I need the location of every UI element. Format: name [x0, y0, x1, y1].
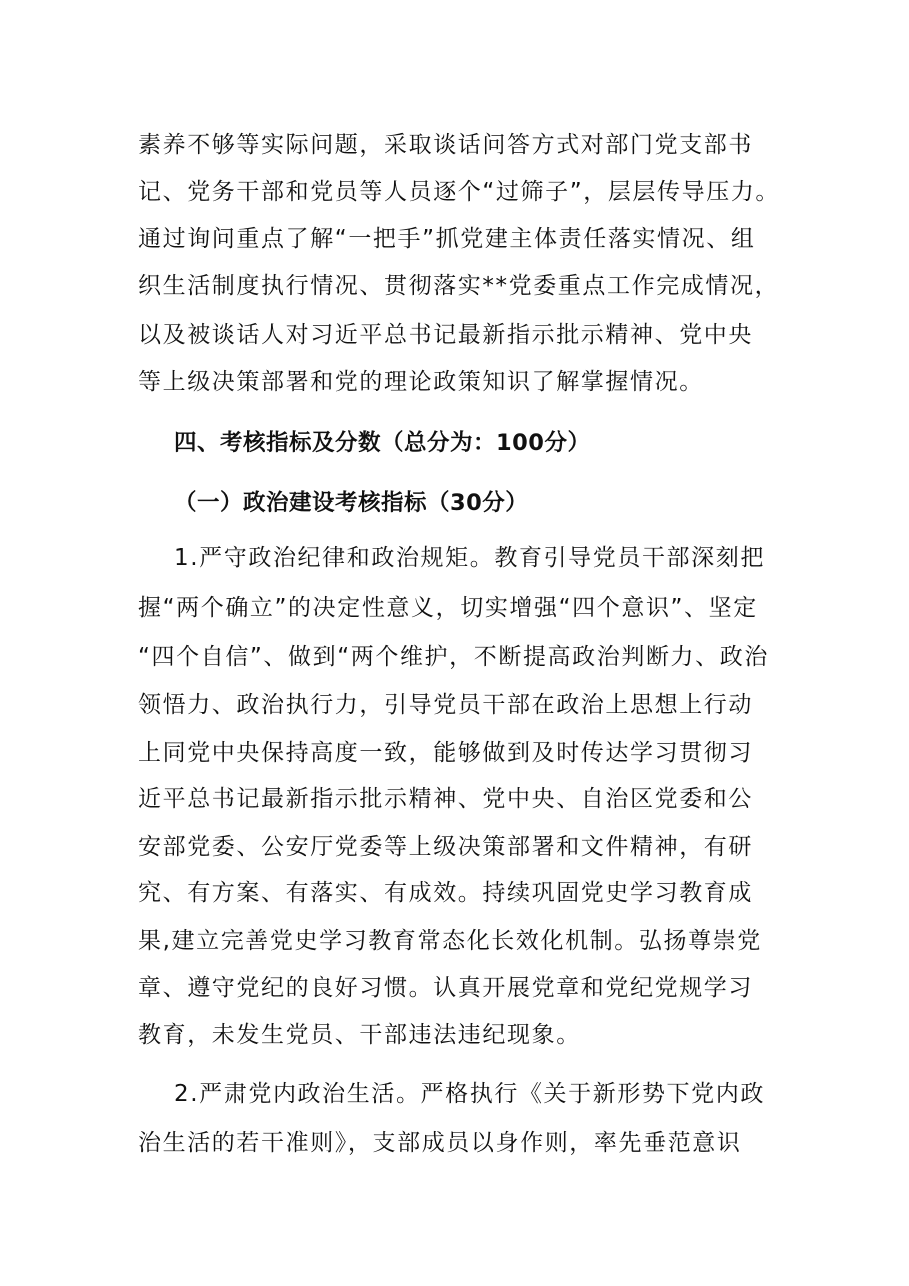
item1-line-11: 教育，未发生党员、干部违法违纪现象。: [138, 1022, 581, 1048]
item1-line-7: 安部党委、公安厅党委等上级决策部署和文件精神，有研: [138, 834, 753, 860]
item2-line-2: 治生活的若干准则》，支部成员以身作则，率先垂范意识: [138, 1130, 742, 1156]
intro-line-2: 记、党务干部和党员等人员逐个“过筛子”，层层传导压力。: [138, 179, 781, 205]
item1-line-4: 领悟力、政治执行力，引导党员干部在政治上思想上行动: [138, 692, 753, 718]
item1-line-1: 1.严守政治纪律和政治规矩。教育引导党员干部深刻把: [174, 545, 765, 571]
item1-line-6: 近平总书记最新指示批示精神、党中央、自治区党委和公: [138, 786, 753, 812]
intro-line-4: 织生活制度执行情况、贯彻落实**党委重点工作完成情况，: [138, 273, 780, 299]
intro-line-1: 素养不够等实际问题，采取谈话问答方式对部门党支部书: [138, 132, 753, 158]
section-heading: 四、考核指标及分数（总分为：100分）: [174, 430, 591, 456]
item1-line-8: 究、有方案、有落实、有成效。持续巩固党史学习教育成: [138, 880, 753, 906]
subsection-heading: （一）政治建设考核指标（30分）: [174, 490, 529, 516]
item1-line-2: 握“两个确立”的决定性意义，切实增强“四个意识”、坚定: [138, 595, 758, 621]
item1-line-5: 上同党中央保持高度一致，能够做到及时传达学习贯彻习: [138, 740, 753, 766]
item1-line-10: 章、遵守党纪的良好习惯。认真开展党章和党纪党规学习: [138, 975, 753, 1001]
intro-line-6: 等上级决策部署和党的理论政策知识了解掌握情况。: [138, 369, 704, 395]
item1-line-9: 果,建立完善党史学习教育常态化长效化机制。弘扬尊崇党: [138, 928, 762, 954]
item1-line-3: “四个自信”、做到“两个维护，不断提高政治判断力、政治: [138, 644, 769, 670]
item2-line-1: 2.严肃党内政治生活。严格执行《关于新形势下党内政: [174, 1081, 765, 1107]
intro-line-3: 通过询问重点了解“一把手”抓党建主体责任落实情况、组: [138, 226, 756, 252]
intro-line-5: 以及被谈话人对习近平总书记最新指示批示精神、党中央: [138, 322, 753, 348]
